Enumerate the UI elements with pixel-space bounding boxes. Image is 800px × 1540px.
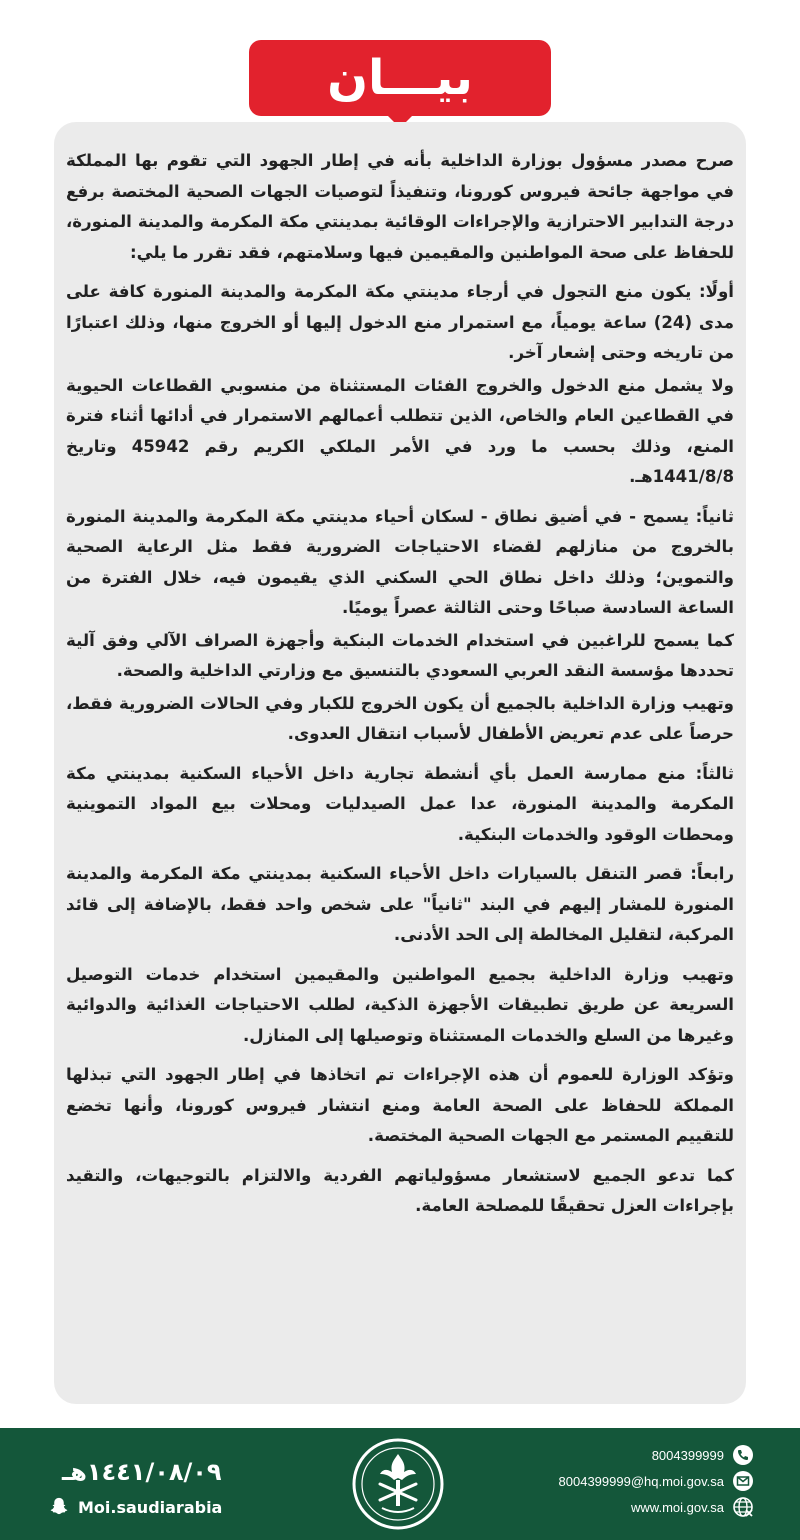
intro-paragraph: صرح مصدر مسؤول بوزارة الداخلية بأنه في إطار الجهود التي تقوم بها المملكة في مواجهة جائحة فيروس كورونا، وتنفيذاً لتوصيات الجهات الصحية المختصة برفع درجة التدابير الاحترازية والإجراءات الوقائية بمدينتي مكة المكرمة والمدينة المنورة، للحفاظ على صحة المواطنين والمقيمين فيها وسلامتهم، فقد تقرر ما يلي: — [66, 151, 734, 262]
item-first-paragraph: أولًا: يكون منع التجول في أرجاء مدينتي مكة المكرمة والمدينة المنورة كافة على مدى (24) ساعة يومياً، مع استمرار منع الدخول إليها أو الخروج منها، وذلك اعتبارًا من تاريخه وحتى إشعار آخر. — [66, 282, 734, 362]
social-handle[interactable] — [48, 1496, 222, 1518]
title-banner — [249, 40, 551, 116]
email-address: 8004399999@hq.moi.gov.sa — [558, 1473, 724, 1489]
elderly-paragraph: وتهيب وزارة الداخلية بالجميع أن يكون الخروج للكبار وفي الحالات الضرورية فقط، حرصاً على عدم تعريض الأطفال لأسباب انتقال العدوى. — [66, 693, 734, 743]
statement-body — [66, 146, 734, 1231]
ministry-confirmation-paragraph: وتؤكد الوزارة للعموم أن هذه الإجراءات تم اتخاذها في إطار الجهود التي تبذلها المملكة للحفاظ على الصحة العامة ومنع انتشار فيروس كورونا، وأنها تخضع للتقييم المستمر مع الجهات الصحية المختصة. — [66, 1065, 734, 1145]
page-title: بيـــان — [327, 50, 473, 106]
phone-number: 8004399999 — [651, 1447, 724, 1463]
hijri-date: ١٤٤١/٠٨/٠٩هـ — [62, 1458, 222, 1486]
email-icon — [732, 1470, 754, 1492]
item-second-paragraph: ثانياً: يسمح - في أضيق نطاق - لسكان أحياء مدينتي مكة المكرمة والمدينة المنورة بالخروج من منازلهم لقضاء الاحتياجات الضرورية فقط مثل الرعاية الصحية والتموين؛ وذلك داخل نطاق الحي السكني الذي يقيمون فيه، خلال الفترة من الساعة السادسة صباحًا وحتى الثالثة عصراً يوميًا. — [66, 506, 734, 617]
item-fourth-paragraph: رابعاً: قصر التنقل بالسيارات داخل الأحياء السكنية بمدينتي مكة المكرمة والمدينة المنورة للمشار إليهم في البند "ثانياً" على شخص واحد فقط، بالإضافة إلى قائد المركبة، لتقليل المخالطة إلى الحد الأدنى. — [66, 864, 734, 944]
delivery-paragraph: وتهيب وزارة الداخلية بجميع المواطنين والمقيمين استخدام خدمات التوصيل السريعة عن طريق تطبيقات الأجهزة الذكية، لطلب الاحتياجات الغذائية والدوائية وغيرها من السلع والخدمات المستثناة وتوصيلها إلى المنازل. — [66, 964, 734, 1045]
snapchat-icon — [48, 1496, 70, 1518]
phone-icon — [732, 1444, 754, 1466]
item-third-paragraph: ثالثاً: منع ممارسة العمل بأي أنشطة تجارية داخل الأحياء السكنية بمدينتي مكة المكرمة والمدينة المنورة، عدا عمل الصيدليات ومحلات بيع المواد التموينية ومحطات الوقود والخدمات البنكية. — [66, 763, 734, 844]
globe-icon — [732, 1496, 754, 1518]
exemption-paragraph: ولا يشمل منع الدخول والخروج الفئات المستثناة من منسوبي القطاعات الحيوية في القطاعين العام والخاص، الذين تتطلب أعمالهم الاستمرار في أدائها أثناء فترة المنع، وذلك بحسب ما ورد في الأمر الملكي الكريم رقم 45942 وتاريخ 1441/8/8هـ. — [66, 375, 734, 486]
website-url: www.moi.gov.sa — [631, 1499, 724, 1515]
social-handle-text: Moi.saudiarabia — [78, 1497, 223, 1517]
closing-paragraph: كما تدعو الجميع لاستشعار مسؤولياتهم الفردية والالتزام بالتوجيهات، والتقيد بإجراءات العزل تحقيقًا للمصلحة العامة. — [66, 1165, 734, 1215]
website-contact[interactable] — [631, 1496, 754, 1518]
phone-contact[interactable] — [652, 1444, 754, 1466]
email-contact[interactable] — [559, 1470, 754, 1492]
banking-paragraph: كما يسمح للراغبين في استخدام الخدمات البنكية وأجهزة الصراف الآلي وفق آلية تحددها مؤسسة النقد العربي السعودي بالتنسيق مع وزارتي الداخلية والصحة. — [66, 630, 734, 680]
ministry-emblem — [352, 1438, 444, 1530]
footer — [0, 1428, 800, 1540]
